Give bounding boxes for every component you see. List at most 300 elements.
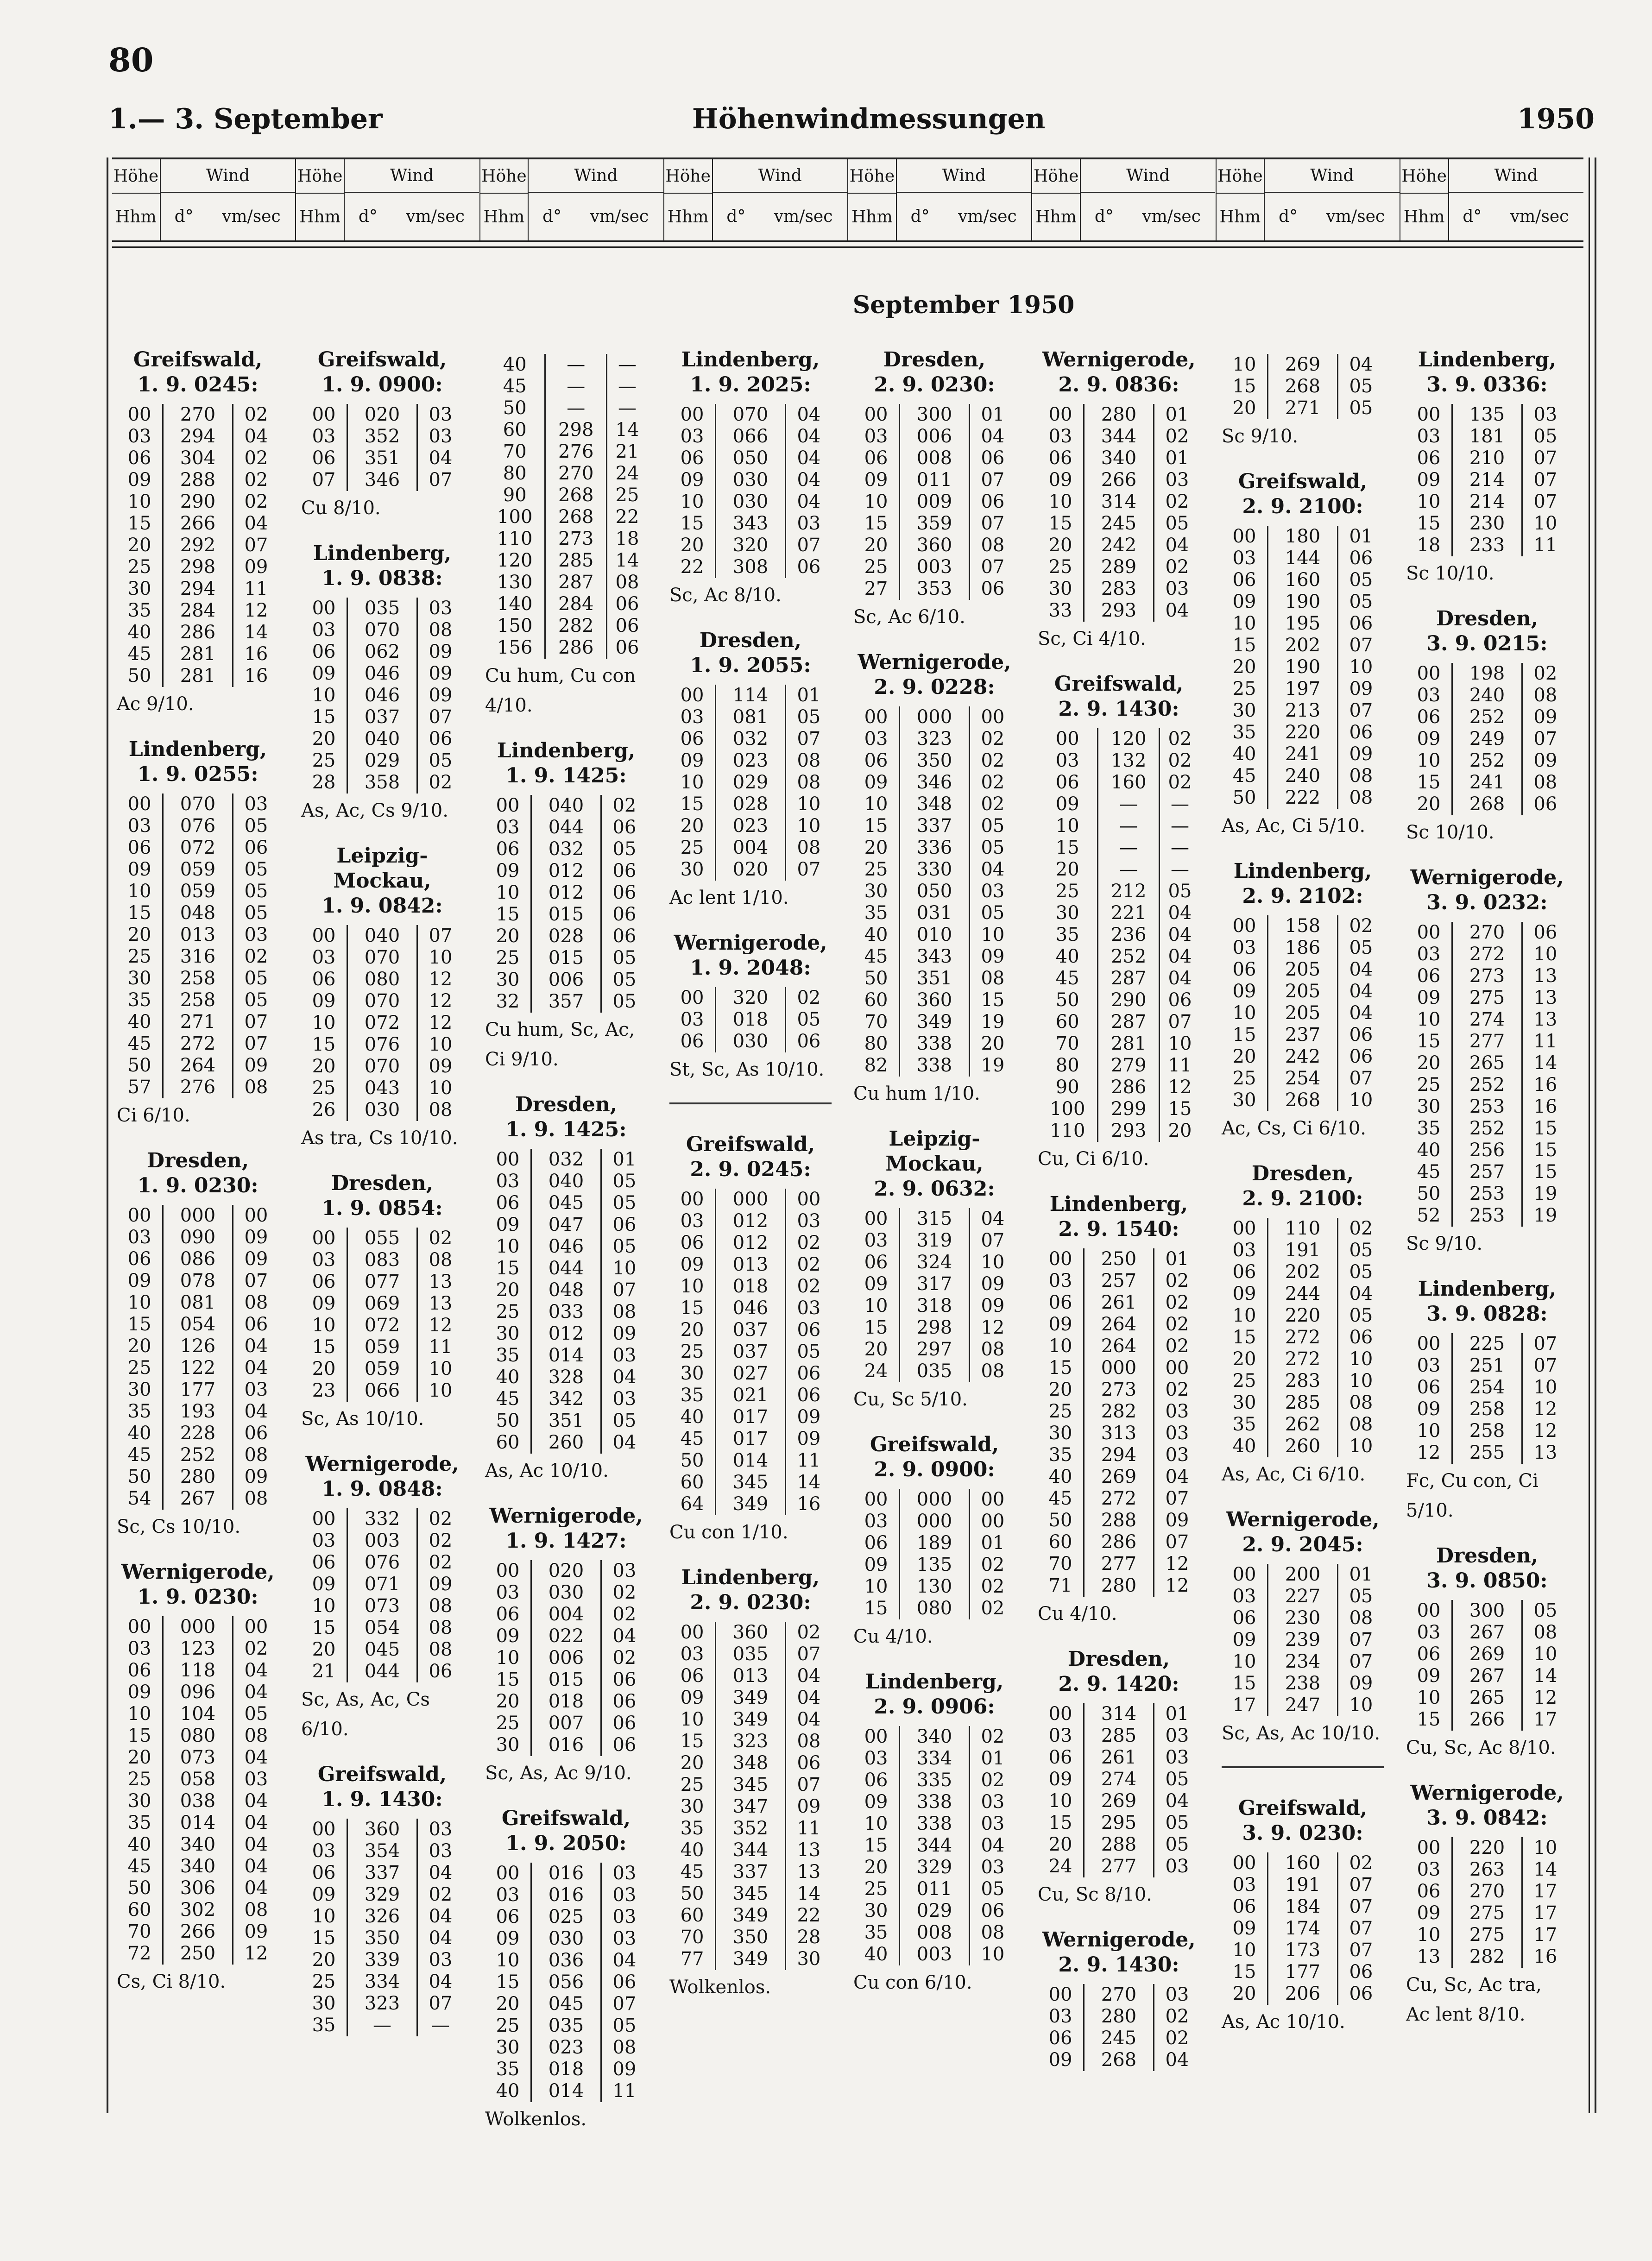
speed-cell: 15 <box>1168 1098 1192 1120</box>
direction-cell: 241 <box>1268 743 1338 765</box>
cloud-note-cont: 5/10. <box>1406 1500 1454 1521</box>
height-cell: 45 <box>127 643 151 665</box>
direction-cell: 009 <box>900 491 970 513</box>
table-row <box>1406 1398 1568 1420</box>
height-cell: 00 <box>127 1205 151 1226</box>
table-row <box>853 1489 1015 1511</box>
height-cell: 24 <box>864 1360 888 1382</box>
table-row <box>117 1747 279 1769</box>
direction-cell: 006 <box>531 969 601 991</box>
speed-cell: 12 <box>429 1315 453 1336</box>
direction-cell: 274 <box>1452 1009 1522 1031</box>
speed-cell: 01 <box>981 1532 1005 1554</box>
table-row <box>853 556 1015 578</box>
direction-cell: 038 <box>163 1790 233 1812</box>
height-cell: 71 <box>1048 1575 1072 1596</box>
wind-table <box>1406 1600 1568 1731</box>
table-row <box>485 1214 647 1236</box>
header-h <box>112 193 160 240</box>
height-cell: 06 <box>1417 1881 1441 1902</box>
height-cell: 00 <box>312 1819 336 1840</box>
height-cell: 06 <box>1232 1607 1256 1629</box>
height-cell: 09 <box>1232 1918 1256 1939</box>
height-cell: 10 <box>1048 491 1072 512</box>
table-row <box>1222 678 1384 700</box>
direction-cell: 059 <box>163 881 233 902</box>
direction-cell: 254 <box>1268 1068 1338 1090</box>
speed-cell: 07 <box>797 859 821 880</box>
speed-cell: 22 <box>797 1905 821 1926</box>
height-cell: 15 <box>864 513 888 534</box>
speed-cell: 05 <box>1349 937 1373 958</box>
direction-cell: 212 <box>1098 881 1160 902</box>
height-cell: 06 <box>1232 959 1256 980</box>
table-row <box>853 1317 1015 1339</box>
speed-cell: 02 <box>1165 2028 1189 2049</box>
observation-time: 1. 9. 0900: <box>322 373 443 397</box>
height-cell: 45 <box>496 1388 520 1410</box>
speed-cell: 12 <box>981 1317 1005 1338</box>
height-cell: 06 <box>127 1248 151 1270</box>
cloud-note: Cs, Ci 8/10. <box>117 1971 226 1992</box>
station-block <box>1222 354 1384 449</box>
table-row <box>485 1432 647 1454</box>
table-row <box>485 1604 647 1625</box>
header-hoehe: Höhe <box>481 166 527 186</box>
direction-cell: 348 <box>716 1752 786 1774</box>
height-cell: 06 <box>1417 1644 1441 1665</box>
observation-time: 2. 9. 2102: <box>1242 884 1363 908</box>
height-cell: 10 <box>1232 1940 1256 1961</box>
station-block <box>853 650 1015 1106</box>
table-row <box>1406 1031 1568 1052</box>
speed-cell: 01 <box>612 1149 637 1170</box>
observation-time: 2. 9. 0906: <box>874 1695 995 1719</box>
height-cell: 18 <box>1417 535 1441 556</box>
speed-cell: 08 <box>1533 685 1557 706</box>
speed-cell: 04 <box>244 1401 268 1422</box>
observation-time: 3. 9. 0336: <box>1426 373 1548 397</box>
speed-cell: 14 <box>615 419 639 441</box>
height-cell: 20 <box>680 1319 704 1341</box>
table-row <box>1406 706 1568 728</box>
table-row <box>117 924 279 946</box>
table-row <box>117 1703 279 1725</box>
height-cell: 03 <box>312 947 336 968</box>
table-row <box>853 924 1015 946</box>
speed-cell: 10 <box>1349 1436 1373 1457</box>
table-row <box>1222 743 1384 765</box>
speed-cell: 04 <box>1168 902 1192 924</box>
height-cell: 10 <box>1232 613 1256 634</box>
speed-cell: 08 <box>981 1360 1005 1382</box>
table-row <box>485 1713 647 1734</box>
table-row <box>117 881 279 902</box>
height-cell: 10 <box>1055 815 1079 837</box>
table-row <box>669 1472 832 1493</box>
direction-cell: 015 <box>531 904 601 926</box>
height-cell: 03 <box>496 817 520 838</box>
table-row <box>1406 1622 1568 1644</box>
table-row <box>1222 1068 1384 1090</box>
speed-cell: 12 <box>1533 1687 1557 1708</box>
table-row <box>117 1943 279 1965</box>
direction-cell: 284 <box>163 600 233 622</box>
table-row <box>1406 1333 1568 1355</box>
speed-cell: 04 <box>797 426 821 447</box>
table-row <box>485 1971 647 1993</box>
speed-cell: 10 <box>1533 513 1557 534</box>
height-cell: 10 <box>680 1709 704 1730</box>
table-row <box>1222 981 1384 1002</box>
header-v <box>1312 193 1400 240</box>
height-cell: 60 <box>127 1899 151 1921</box>
cloud-note: Sc 10/10. <box>1406 822 1494 843</box>
speed-cell: 04 <box>1165 2049 1189 2071</box>
direction-cell: 253 <box>1452 1183 1522 1205</box>
observation-time: 1. 9. 0255: <box>137 762 259 786</box>
header-v-symbol: v <box>958 207 968 226</box>
table-row <box>117 535 279 556</box>
height-cell: 15 <box>1048 513 1072 534</box>
height-cell: 03 <box>1417 426 1441 447</box>
speed-cell: 06 <box>1168 989 1192 1011</box>
height-cell: 30 <box>127 578 151 599</box>
height-cell: 82 <box>864 1055 888 1076</box>
height-cell: 50 <box>1417 1183 1441 1204</box>
height-cell: 06 <box>312 969 336 990</box>
speed-cell: 07 <box>244 1270 268 1291</box>
speed-cell: 06 <box>797 1752 821 1774</box>
speed-cell: 05 <box>1349 1586 1373 1607</box>
speed-cell: 05 <box>244 881 268 902</box>
speed-cell: 02 <box>981 750 1005 771</box>
table-row <box>853 1339 1015 1360</box>
header-d <box>712 193 760 240</box>
height-cell: 70 <box>1048 1553 1072 1575</box>
direction-cell: — <box>545 354 607 376</box>
speed-cell: 11 <box>1533 1031 1557 1052</box>
direction-cell: 135 <box>1452 404 1522 426</box>
speed-cell: 19 <box>1533 1183 1557 1204</box>
section-divider <box>669 1102 832 1104</box>
wind-table <box>117 404 279 687</box>
header-h-symbol: H <box>1035 208 1050 227</box>
speed-cell: 06 <box>612 1713 637 1734</box>
height-cell: 10 <box>496 1236 520 1257</box>
speed-cell: 19 <box>981 1055 1005 1076</box>
height-cell: 09 <box>680 750 704 771</box>
cloud-note: Cu hum, Sc, Ac, <box>485 1019 635 1040</box>
direction-cell: 030 <box>716 1031 786 1052</box>
table-row <box>485 1258 647 1279</box>
height-cell: 32 <box>496 991 520 1012</box>
speed-cell: 16 <box>244 643 268 665</box>
cloud-note: Ac lent 1/10. <box>669 887 789 908</box>
direction-cell: 037 <box>716 1319 786 1341</box>
header-hoehe: Höhe <box>297 166 343 186</box>
header-v-symbol: v <box>222 207 232 226</box>
table-row <box>1222 569 1384 591</box>
direction-cell: 284 <box>545 593 607 615</box>
speed-cell: 11 <box>612 2080 637 2102</box>
station-block <box>485 1092 647 1483</box>
height-cell: 50 <box>864 968 888 989</box>
height-cell: 15 <box>864 815 888 837</box>
observation-time: 1. 9. 0838: <box>322 567 443 590</box>
wind-table <box>1406 404 1568 556</box>
direction-cell: 010 <box>900 924 970 946</box>
height-cell: 30 <box>1048 578 1072 599</box>
direction-cell: 045 <box>531 1192 601 1214</box>
direction-cell: 287 <box>1098 968 1160 989</box>
direction-cell: 349 <box>900 1011 970 1033</box>
table-row <box>853 513 1015 535</box>
direction-cell: 338 <box>900 1055 970 1077</box>
observation-time: 2. 9. 0230: <box>874 373 995 397</box>
height-cell: 77 <box>680 1948 704 1970</box>
direction-cell: 314 <box>1084 491 1154 513</box>
header-d <box>344 193 391 240</box>
table-row <box>1038 1790 1200 1812</box>
table-row <box>117 794 279 815</box>
direction-cell: 269 <box>1452 1644 1522 1665</box>
direction-cell: 037 <box>716 1341 786 1363</box>
height-cell: 03 <box>864 1748 888 1769</box>
speed-cell: 04 <box>981 1208 1005 1229</box>
direction-cell: 035 <box>531 2015 601 2037</box>
direction-cell: 071 <box>347 1574 417 1595</box>
speed-cell: 05 <box>1533 1600 1557 1621</box>
speed-cell: — <box>1170 837 1189 858</box>
direction-cell: 314 <box>1084 1703 1154 1725</box>
speed-cell: 04 <box>244 1856 268 1877</box>
table-row <box>117 1357 279 1379</box>
direction-cell: 337 <box>347 1862 417 1884</box>
header-group <box>1031 159 1215 240</box>
height-cell: 20 <box>496 1691 520 1712</box>
station-name: Wernigerode, <box>305 1452 459 1476</box>
table-row <box>301 1012 463 1034</box>
speed-cell: 02 <box>1165 1270 1189 1291</box>
direction-cell: 266 <box>1084 469 1154 491</box>
direction-cell: 253 <box>1452 1096 1522 1118</box>
height-cell: 06 <box>864 447 888 469</box>
table-row <box>853 1230 1015 1252</box>
table-row <box>853 1273 1015 1295</box>
speed-cell: 10 <box>1168 1033 1192 1054</box>
speed-cell: 14 <box>1533 1052 1557 1074</box>
cloud-note: Sc, As 10/10. <box>301 1408 424 1430</box>
height-cell: 120 <box>497 550 533 571</box>
observation-time: 2. 9. 1420: <box>1058 1672 1179 1696</box>
direction-cell: 343 <box>900 946 970 968</box>
wind-table <box>853 1489 1015 1619</box>
table-row <box>1406 1377 1568 1398</box>
height-cell: 09 <box>680 469 704 491</box>
direction-cell: 096 <box>163 1682 233 1703</box>
speed-cell: 03 <box>1533 404 1557 425</box>
table-row <box>1038 2028 1200 2049</box>
speed-cell: 07 <box>1349 1874 1373 1896</box>
speed-cell: 04 <box>244 1747 268 1768</box>
direction-cell: 264 <box>1084 1314 1154 1335</box>
observation-time: 1. 9. 2055: <box>690 654 811 677</box>
table-row <box>485 615 647 637</box>
table-row <box>669 1254 832 1276</box>
header-wind: Wind <box>528 159 663 193</box>
direction-cell: 029 <box>900 1900 970 1922</box>
station-block <box>1406 606 1568 845</box>
header-wind: Wind <box>1264 159 1399 193</box>
height-cell: 06 <box>864 750 888 771</box>
speed-cell: 07 <box>612 1993 637 2015</box>
direction-cell: 351 <box>900 968 970 989</box>
table-row <box>1038 1077 1200 1098</box>
height-cell: 30 <box>127 1790 151 1812</box>
height-cell: 06 <box>1232 1261 1256 1283</box>
cloud-note-cont: Ac lent 8/10. <box>1406 2004 1526 2025</box>
table-row <box>853 1033 1015 1055</box>
table-row <box>1222 1283 1384 1305</box>
speed-cell: 06 <box>244 1314 268 1335</box>
cloud-note: Cu 8/10. <box>301 498 381 519</box>
table-row <box>669 1493 832 1515</box>
speed-cell: 04 <box>244 1877 268 1899</box>
speed-cell: 04 <box>981 1835 1005 1856</box>
header-hoehe: Höhe <box>665 166 711 186</box>
station-column <box>117 347 279 2108</box>
table-row <box>1222 1874 1384 1896</box>
speed-cell: 16 <box>244 665 268 686</box>
speed-cell: 04 <box>1349 959 1373 980</box>
height-cell: 15 <box>1232 376 1256 397</box>
height-cell: 03 <box>864 426 888 447</box>
height-cell: 35 <box>680 1818 704 1839</box>
height-cell: 60 <box>1048 1531 1072 1553</box>
table-row <box>853 1511 1015 1532</box>
table-row <box>485 572 647 593</box>
speed-cell: 05 <box>612 1410 637 1431</box>
speed-cell: 09 <box>429 641 453 662</box>
direction-cell: 258 <box>1452 1420 1522 1442</box>
direction-cell: 073 <box>163 1747 233 1769</box>
header-d-symbol: d <box>1279 207 1290 226</box>
height-cell: 40 <box>496 1367 520 1388</box>
height-cell: 03 <box>1232 548 1256 569</box>
wind-table <box>1038 728 1200 1142</box>
direction-cell: 044 <box>347 1661 417 1682</box>
direction-cell: 334 <box>900 1748 970 1770</box>
speed-cell: 05 <box>612 947 637 969</box>
direction-cell: 144 <box>1268 548 1338 569</box>
speed-cell: 04 <box>244 1790 268 1812</box>
header-h-unit: hm <box>1050 208 1077 227</box>
direction-cell: 268 <box>1268 1090 1338 1111</box>
direction-cell: 066 <box>347 1380 417 1402</box>
height-cell: 26 <box>312 1099 336 1121</box>
header-h <box>848 193 896 240</box>
height-cell: 35 <box>1055 924 1079 945</box>
direction-cell: 023 <box>716 750 786 772</box>
direction-cell: 011 <box>900 1878 970 1900</box>
height-cell: 70 <box>503 441 527 462</box>
table-row <box>301 1034 463 1056</box>
speed-cell: 08 <box>429 619 453 641</box>
direction-cell: 337 <box>900 815 970 837</box>
table-row <box>1038 989 1200 1011</box>
wind-table <box>301 598 463 794</box>
speed-cell: 07 <box>1349 1629 1373 1650</box>
speed-cell: 14 <box>797 1883 821 1904</box>
speed-cell: 09 <box>612 1323 637 1344</box>
table-frame <box>107 157 1596 2130</box>
speed-cell: 04 <box>1165 535 1189 556</box>
speed-cell: 08 <box>797 1731 821 1752</box>
direction-cell: 225 <box>1452 1333 1522 1355</box>
station-name: Dresden, <box>1251 1162 1354 1185</box>
table-row <box>1222 591 1384 613</box>
speed-cell: 04 <box>981 426 1005 447</box>
speed-cell: 12 <box>1165 1553 1189 1575</box>
station-block <box>485 354 647 718</box>
header-v <box>208 193 296 240</box>
speed-cell: 05 <box>1533 426 1557 447</box>
speed-cell: 14 <box>615 550 639 571</box>
table-row <box>669 1385 832 1406</box>
height-cell: 15 <box>496 1971 520 1993</box>
direction-cell: — <box>1098 815 1160 837</box>
table-row <box>669 469 832 491</box>
speed-cell: 07 <box>1533 728 1557 749</box>
height-cell: 10 <box>312 1906 336 1927</box>
table-row <box>117 968 279 989</box>
speed-cell: 06 <box>615 593 639 615</box>
station-block <box>1222 1507 1384 1746</box>
height-cell: 10 <box>680 1276 704 1297</box>
header-d-symbol: d <box>358 207 369 226</box>
height-cell: 40 <box>680 1839 704 1861</box>
header-group <box>663 159 847 240</box>
direction-cell: 266 <box>1452 1709 1522 1731</box>
speed-cell: 07 <box>429 925 453 946</box>
direction-cell: 323 <box>716 1731 786 1752</box>
speed-cell: 04 <box>1165 600 1189 621</box>
direction-cell: 018 <box>531 1691 601 1713</box>
station-block <box>853 347 1015 630</box>
observation-time: 1. 9. 0848: <box>322 1477 443 1501</box>
direction-cell: 272 <box>1268 1348 1338 1370</box>
speed-cell: 06 <box>429 1661 453 1682</box>
table-row <box>1222 1896 1384 1918</box>
direction-cell: 349 <box>716 1905 786 1927</box>
station-block <box>117 1148 279 1539</box>
speed-cell: 09 <box>244 1248 268 1270</box>
speed-cell: 07 <box>1165 1488 1189 1509</box>
table-row <box>301 1949 463 1971</box>
wind-table <box>301 1508 463 1682</box>
direction-cell: 238 <box>1268 1673 1338 1694</box>
table-row <box>485 1149 647 1171</box>
direction-cell: 270 <box>1452 1881 1522 1902</box>
speed-cell: 02 <box>1349 915 1373 937</box>
direction-cell: 261 <box>1084 1747 1154 1769</box>
speed-cell: 06 <box>797 1319 821 1341</box>
header-h <box>480 193 528 240</box>
speed-cell: 02 <box>429 1884 453 1905</box>
direction-cell: 268 <box>1268 376 1338 397</box>
cloud-note: Sc 10/10. <box>1406 563 1494 584</box>
